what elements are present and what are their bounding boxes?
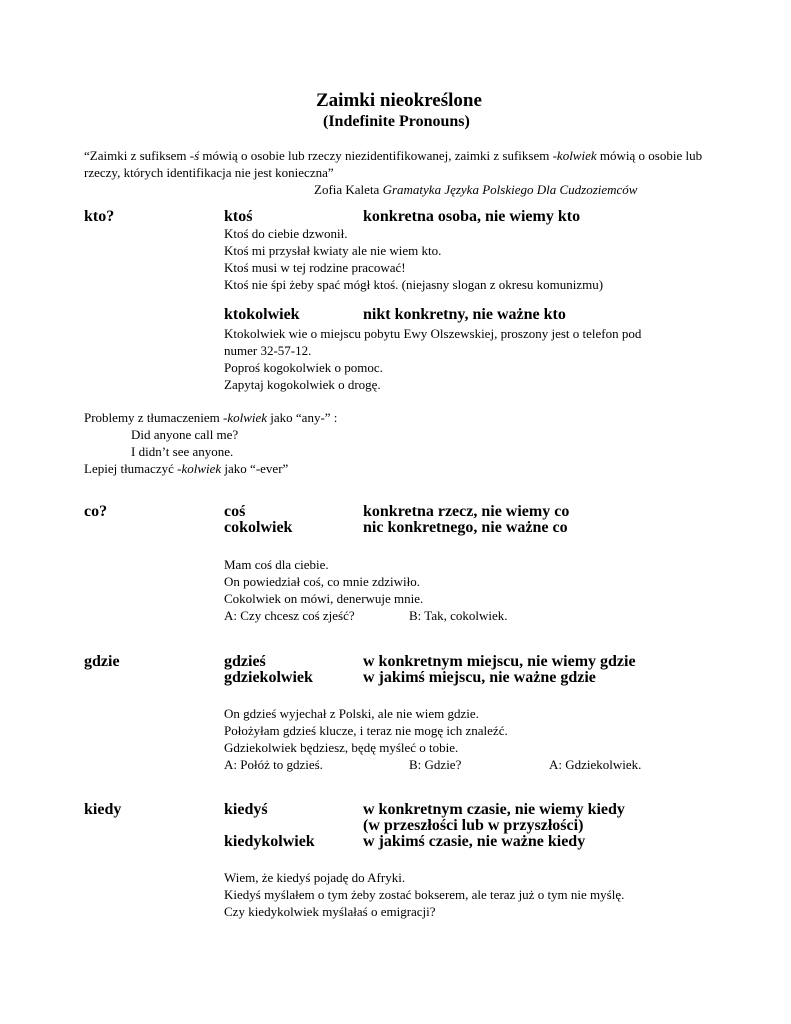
example-line: Poproś kogokolwiek o pomoc. [224, 360, 383, 375]
problem-line-1: Problemy z tłumaczeniem -kolwiek jako “any-” : [84, 410, 338, 425]
pronoun-kiedykolwiek: kiedykolwiek [224, 833, 315, 850]
example-line: Ktokolwiek wie o miejscu pobytu Ewy Olszewskiej, proszony jest o telefon pod [224, 326, 642, 341]
example-line: numer 32-57-12. [224, 343, 312, 358]
quote-attribution: Zofia Kaleta Gramatyka Języka Polskiego Dla Cudzoziemców [314, 182, 638, 197]
definition-ktokolwiek: nikt konkretny, nie ważne kto [363, 306, 566, 323]
example-line: On powiedział coś, co mnie zdziwiło. [224, 574, 421, 589]
pronoun-ktos: ktoś [224, 208, 253, 225]
page-subtitle: (Indefinite Pronouns) [323, 113, 470, 130]
pronoun-cos: coś [224, 503, 246, 520]
example-line: Ktoś mi przysłał kwiaty ale nie wiem kto. [224, 243, 442, 258]
section-label-kiedy: kiedy [84, 801, 122, 818]
problem-line-4: Lepiej tłumaczyć -kolwiek jako “-ever” [84, 461, 289, 476]
pronoun-gdzies: gdzieś [224, 653, 266, 670]
definition-cokolwiek: nic konkretnego, nie ważne co [363, 519, 568, 536]
example-line: Zapytaj kogokolwiek o drogę. [224, 377, 381, 392]
dialogue-c: A: Gdziekolwiek. [549, 757, 642, 772]
definition-kiedykolwiek: w jakimś czasie, nie ważne kiedy [363, 833, 586, 850]
example-line: Gdziekolwiek będziesz, będę myśleć o tobie. [224, 740, 459, 755]
definition-gdziekolwiek: w jakimś miejscu, nie ważne gdzie [363, 669, 596, 686]
example-line: Wiem, że kiedyś pojadę do Afryki. [224, 870, 406, 885]
quote-line-2: rzeczy, których identifikacja nie jest konieczna” [84, 165, 334, 180]
problem-line-2: Did anyone call me? [131, 427, 239, 442]
pronoun-kiedys: kiedyś [224, 801, 268, 818]
dialogue-a: A: Czy chcesz coś zjeść? [224, 608, 355, 623]
example-line: Kiedyś myślałem o tym żeby zostać bokserem, ale teraz już o tym nie myślę. [224, 887, 625, 902]
definition-kiedys: w konkretnym czasie, nie wiemy kiedy [363, 801, 625, 818]
dialogue-b: B: Gdzie? [409, 757, 462, 772]
definition-kiedys-note: (w przeszłości lub w przyszłości) [363, 817, 584, 834]
example-line: Mam coś dla ciebie. [224, 557, 329, 572]
example-line: Ktoś do ciebie dzwonił. [224, 226, 348, 241]
section-label-gdzie: gdzie [84, 653, 120, 670]
page-title: Zaimki nieokreślone [316, 90, 482, 111]
quote-line-1: “Zaimki z sufiksem -ś mówią o osobie lub rzeczy niezidentifikowanej, zaimki z sufiksem -kolwiek mówią o osobie lub [84, 148, 703, 163]
definition-cos: konkretna rzecz, nie wiemy co [363, 503, 570, 520]
example-line: Położyłam gdzieś klucze, i teraz nie mogę ich znaleźć. [224, 723, 508, 738]
example-line: Ktoś musi w tej rodzine pracować! [224, 260, 406, 275]
definition-gdzies: w konkretnym miejscu, nie wiemy gdzie [363, 653, 636, 670]
pronoun-ktokolwiek: ktokolwiek [224, 306, 300, 323]
section-label-co: co? [84, 503, 108, 520]
definition-ktos: konkretna osoba, nie wiemy kto [363, 208, 581, 225]
example-line: Czy kiedykolwiek myślałaś o emigracji? [224, 904, 436, 919]
example-line: On gdzieś wyjechał z Polski, ale nie wiem gdzie. [224, 706, 479, 721]
pronoun-gdziekolwiek: gdziekolwiek [224, 669, 313, 686]
dialogue-b: B: Tak, cokolwiek. [409, 608, 508, 623]
section-label-kto: kto? [84, 208, 115, 225]
dialogue-a: A: Połóż to gdzieś. [224, 757, 323, 772]
pronoun-cokolwiek: cokolwiek [224, 519, 293, 536]
example-line: Ktoś nie śpi żeby spać mógł ktoś. (niejasny slogan z okresu komunizmu) [224, 277, 604, 292]
problem-line-3: I didn’t see anyone. [131, 444, 234, 459]
example-line: Cokolwiek on mówi, denerwuje mnie. [224, 591, 424, 606]
